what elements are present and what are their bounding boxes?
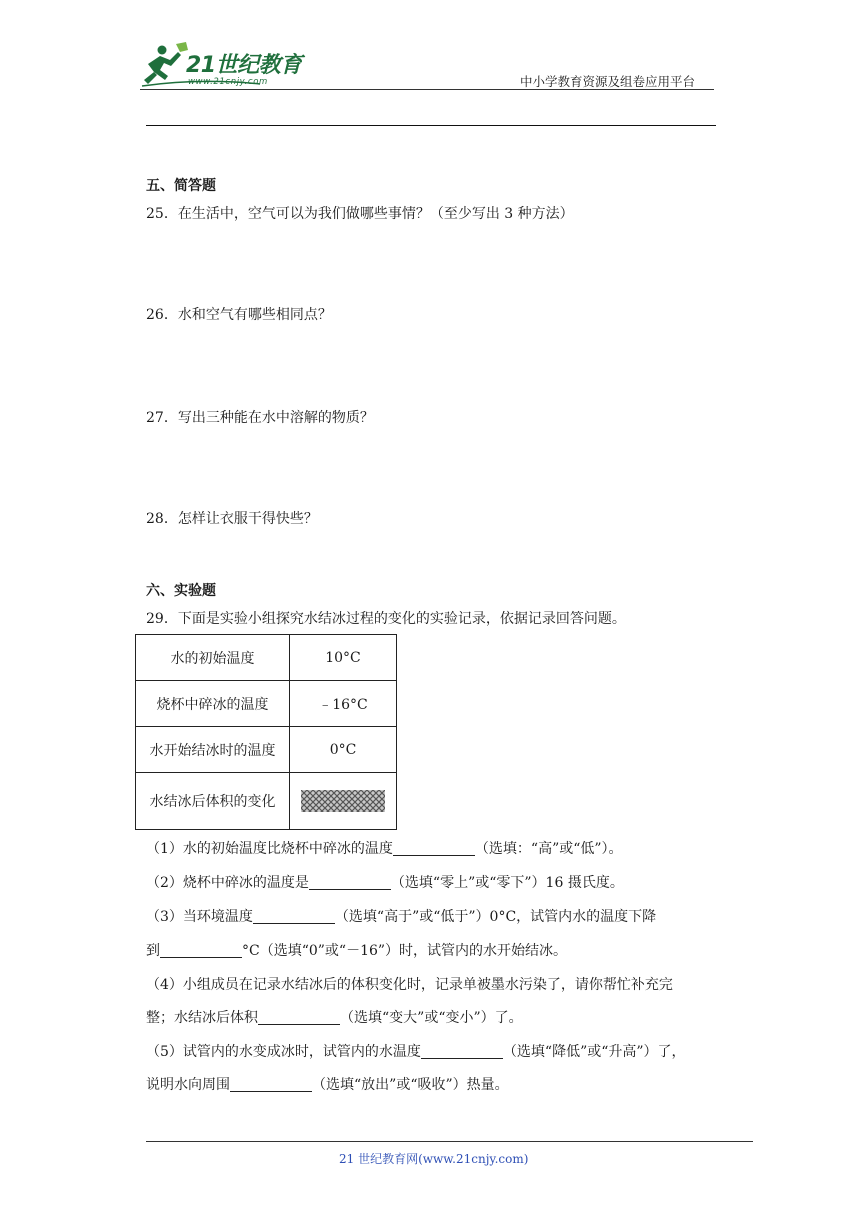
sub-question-5	[146, 1041, 686, 1061]
table-cell-value	[290, 773, 397, 830]
answer-blank[interactable]	[393, 841, 475, 856]
sub-question-1	[146, 838, 623, 858]
header-divider	[140, 89, 714, 90]
ink-stain-icon	[301, 790, 385, 812]
table-cell-value: 10°C	[290, 635, 397, 681]
sub-question-text: （4）小组成员在记录水结冰后的体积变化时，记录单被墨水污染了，请你帮忙补充完	[146, 977, 673, 993]
question-29: 29．下面是实验小组探究水结冰过程的变化的实验记录，依据记录回答问题。	[146, 611, 626, 627]
section-title-short-answer: 五、简答题	[146, 178, 216, 194]
sub-question-5-cont	[146, 1074, 509, 1094]
sub-question-2	[146, 872, 624, 892]
sub-question-text: （选填“变大”或“变小”）了。	[340, 1010, 523, 1026]
sub-question-text: （选填“降低”或“升高”）了，	[502, 1044, 686, 1060]
sub-question-text: （2）烧杯中碎冰的温度是	[146, 875, 309, 891]
footer-link[interactable]: 21 世纪教育网(www.21cnjy.com)	[339, 1152, 529, 1166]
answer-blank[interactable]	[309, 875, 391, 890]
table-row	[136, 681, 397, 727]
answer-blank[interactable]	[230, 1077, 312, 1092]
section-title-experiment: 六、实验题	[146, 583, 216, 599]
table-cell-value: ﹣16°C	[290, 681, 397, 727]
table-cell-label: 烧杯中碎冰的温度	[136, 681, 290, 727]
sub-question-text: 说明水向周围	[146, 1077, 230, 1093]
sub-question-3-cont	[146, 940, 567, 960]
sub-question-text: （选填“放出”或“吸收”）热量。	[312, 1077, 509, 1093]
sub-question-4	[146, 974, 673, 994]
sub-question-text: 到	[146, 943, 160, 959]
sub-question-text: （5）试管内的水变成冰时，试管内的水温度	[146, 1044, 421, 1060]
logo-url: www.21cnjy.com	[188, 77, 268, 87]
sub-question-3	[146, 906, 656, 926]
sub-question-text: （1）水的初始温度比烧杯中碎冰的温度	[146, 841, 393, 857]
answer-blank[interactable]	[253, 909, 335, 924]
question-26: 26．水和空气有哪些相同点？	[146, 307, 332, 323]
answer-blank[interactable]	[160, 943, 242, 958]
footer-divider	[146, 1141, 753, 1142]
table-cell-label: 水结冰后体积的变化	[136, 773, 290, 830]
question-27: 27．写出三种能在水中溶解的物质？	[146, 410, 374, 426]
question-25: 25．在生活中，空气可以为我们做哪些事情？（至少写出 3 种方法）	[146, 206, 574, 222]
sub-question-text: （选填“零上”或“零下”）16 摄氏度。	[390, 875, 624, 891]
sub-question-text: （选填：“高”或“低”）。	[474, 841, 623, 857]
table-cell-label: 水开始结冰时的温度	[136, 727, 290, 773]
table-cell-label: 水的初始温度	[136, 635, 290, 681]
table-row	[136, 773, 397, 830]
table-cell-value: 0°C	[290, 727, 397, 773]
logo-wordmark: 21世纪教育	[186, 53, 302, 78]
table-row	[136, 635, 397, 681]
answer-blank[interactable]	[258, 1010, 340, 1025]
table-row	[136, 727, 397, 773]
page-top-rule	[146, 125, 716, 126]
sub-question-4-cont	[146, 1007, 523, 1027]
question-28: 28．怎样让衣服干得快些？	[146, 511, 318, 527]
sub-question-text: （3）当环境温度	[146, 909, 253, 925]
sub-question-text: （选填“高于”或“低于”）0°C，试管内水的温度下降	[334, 909, 657, 925]
sub-question-text: 整；水结冰后体积	[146, 1010, 258, 1026]
answer-blank[interactable]	[421, 1044, 503, 1059]
sub-question-text: °C（选填“0”或“－16”）时，试管内的水开始结冰。	[242, 943, 568, 959]
experiment-record-table	[135, 634, 397, 830]
platform-title: 中小学教育资源及组卷应用平台	[520, 74, 696, 89]
